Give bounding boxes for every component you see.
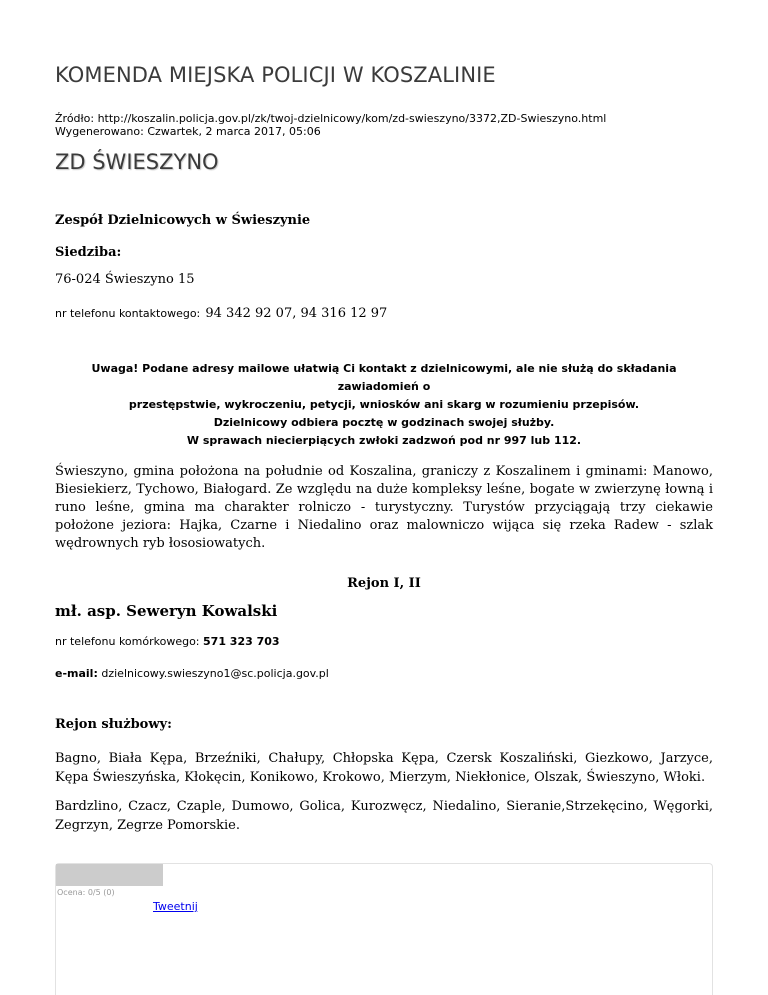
seat-label: Siedziba:: [55, 245, 122, 260]
officer-name: mł. asp. Seweryn Kowalski: [55, 602, 278, 620]
mobile-phone-value: 571 323 703: [203, 635, 280, 648]
email-notice: [55, 360, 713, 450]
org-title: KOMENDA MIEJSKA POLICJI W KOSZALINIE: [55, 63, 496, 87]
team-name: Zespół Dzielnicowych w Świeszynie: [55, 213, 311, 228]
contact-phone-label: nr telefonu kontaktowego:: [55, 307, 201, 320]
email-line: [55, 667, 329, 680]
contact-phone: [55, 302, 387, 321]
mobile-phone: [55, 635, 280, 648]
mobile-phone-label: nr telefonu komórkowego:: [55, 635, 200, 648]
rating-panel: [55, 863, 713, 995]
tweet-link[interactable]: Tweetnij: [153, 900, 198, 913]
service-area-label: Rejon służbowy:: [55, 717, 172, 732]
generated-line: Wygenerowano: Czwartek, 2 marca 2017, 05:06: [55, 125, 321, 138]
email-address: dzielnicowy.swieszyno1@sc.policja.gov.pl: [101, 667, 329, 680]
notice-line: przestępstwie, wykroczeniu, petycji, wniosków ani skarg w rozumieniu przepisów.: [128, 398, 640, 411]
notice-line: Uwaga! Podane adresy mailowe ułatwią Ci kontakt z dzielnicowymi, ale nie służą do składania zawiadomień o: [91, 362, 677, 393]
contact-phone-value: 94 342 92 07, 94 316 12 97: [205, 306, 388, 321]
district-label: Rejon I, II: [347, 576, 421, 591]
source-line: Źródło: http://koszalin.policja.gov.pl/zk/twoj-dzielnicowy/kom/zd-swieszyno/3372,ZD-Swieszyno.html: [55, 112, 607, 125]
rating-stars[interactable]: [56, 864, 163, 886]
notice-line: W sprawach niecierpiących zwłoki zadzwoń pod nr 997 lub 112.: [186, 434, 582, 447]
email-label: e-mail:: [55, 667, 98, 680]
seat-address: 76-024 Świeszyno 15: [55, 272, 195, 287]
service-area-list-2: Bardzlino, Czacz, Czaple, Dumowo, Golica, Kurozwęcz, Niedalino, Sieranie,Strzekęcino, Węgorki, Zegrzyn, Zegrze Pomorskie.: [55, 799, 713, 833]
service-area-list-1: Bagno, Biała Kępa, Brzeźniki, Chałupy, Chłopska Kępa, Czersk Koszaliński, Giezkowo, Jarzyce, Kępa Świeszyńska, Kłokęcin, Konikowo, Krokowo, Mierzym, Niekłonice, Olszak, Świeszyno, Włoki.: [55, 751, 713, 785]
area-description: Świeszyno, gmina położona na południe od Koszalina, graniczy z Koszalinem i gminami: Manowo, Biesiekierz, Tychowo, Białogard. Ze względu na duże kompleksy leśne, bogate w zwierzynę łowną i runo leśne, gmina ma charakter rolniczo - turystyczny. Turystów przyciągają trzy ciekawie położone jeziora: Hajka, Czarne i Niedalino oraz malowniczo wijąca się rzeka Radew - szlak wędrownych ryb łososiowatych.: [55, 464, 713, 551]
rating-label: Ocena: 0/5 (0): [57, 888, 115, 897]
notice-line: Dzielnicowy odbiera pocztę w godzinach swojej służby.: [213, 416, 555, 429]
page-title: ZD ŚWIESZYNO: [55, 150, 219, 174]
